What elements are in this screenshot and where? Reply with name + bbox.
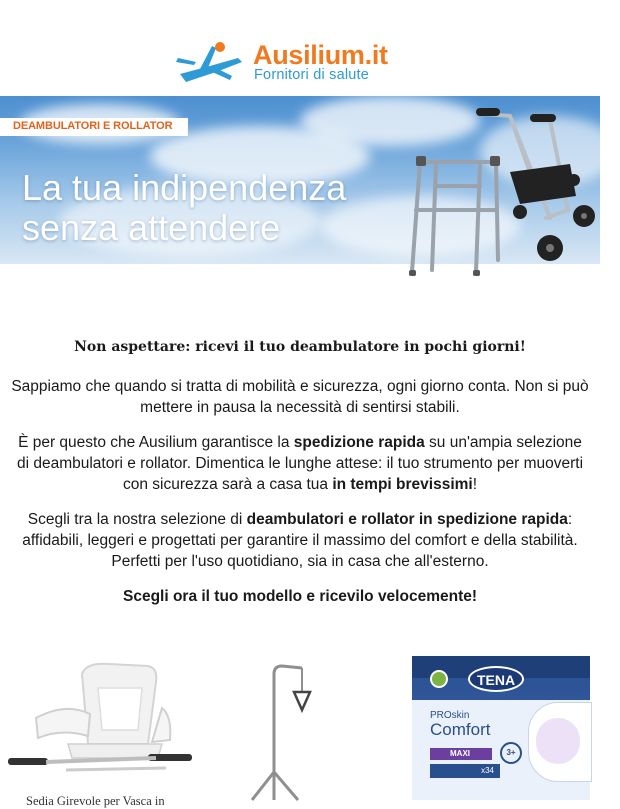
product-tena-pack[interactable] [412,656,590,800]
product-bath-chair-image[interactable] [6,658,196,788]
paragraph-1: Sappiamo che quando si tratta di mobilità e sicurezza, ogni giorno conta. Non si può mettere in pausa la necessità di sentirsi stabili. [11,378,589,416]
brand-tagline: Fornitori di salute [254,67,370,83]
category-tag: DEAMBULATORI E ROLLATOR [0,118,188,136]
tena-logo: TENA [468,666,524,692]
hero-title [22,168,346,248]
fast-shipping-highlight: spedizione rapida [293,434,425,451]
tena-variant: MAXI [430,748,492,760]
short-time-highlight: in tempi brevissimi [332,476,473,493]
brand-name: Ausilium.it [253,40,388,70]
hero-title-line1: La tua indipendenza [22,167,347,208]
tena-count: x34 [430,764,500,778]
tena-product-name: Comfort [430,720,491,739]
header-logo[interactable] [0,0,600,96]
tena-badge-icon [430,670,448,688]
product-strip [0,640,600,808]
lead-text: Non aspettare: ricevi il tuo deambulatore in pochi giorni! [74,339,526,355]
hero-title-line2: senza attendere [22,207,281,248]
cta-text: Scegli ora il tuo modello e ricevilo velocemente! [122,588,478,605]
tena-line: PROskin [430,710,470,721]
email-body [10,337,590,607]
product-1-title[interactable]: Sedia Girevole per Vasca in [26,794,165,808]
product-trapeze-stand-image[interactable] [238,662,350,800]
paragraph-3: Scegli tra la nostra selezione di deambulatori e rollator in spedizione rapida: affidabili, leggeri e progettati per garantire il massimo del comfort e della stabilità. Perfetti per l'uso quotidiano, sia in casa che all'esterno. [22,511,578,570]
tena-layers-badge: 3+ [500,742,522,764]
ausilium-logo-icon [176,36,248,88]
walker-rollator-image [400,100,600,295]
paragraph-2: È per questo che Ausilium garantisce la spedizione rapida su un'ampia selezione di deambulatori e rollator. Dimentica le lunghe attese: il tuo strumento per muoverti con sicurezza sarà a casa tua in tempi brevissimi! [16,434,584,493]
selection-highlight: deambulatori e rollator in spedizione rapida [246,511,568,528]
